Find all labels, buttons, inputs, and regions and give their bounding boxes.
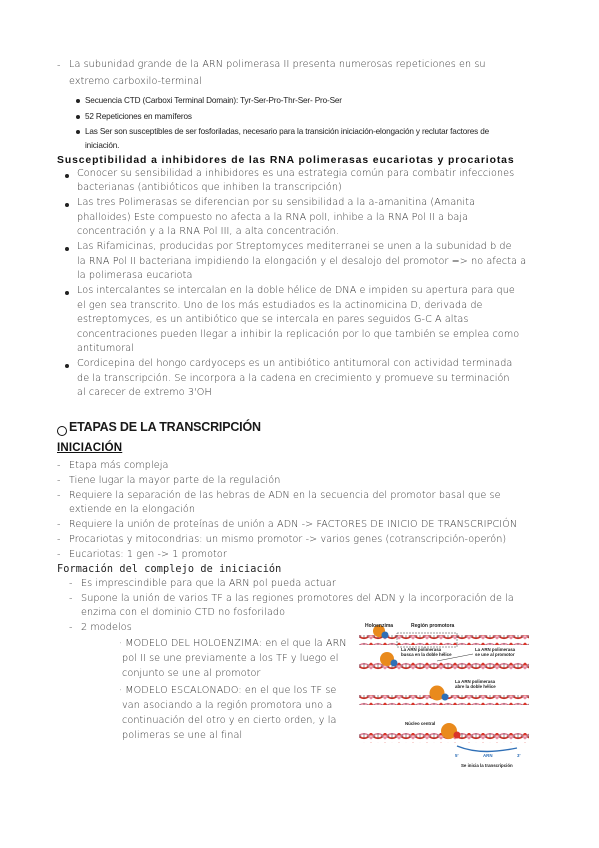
text-line: concentraciones pueden llegar a inhibir la replicación por lo que también se emplea como xyxy=(77,329,520,340)
bullet-dot xyxy=(65,364,69,368)
circle-bullet-icon xyxy=(57,426,67,436)
fig-label: busca en la doble hélice xyxy=(401,652,452,657)
text-line: Conocer su sensibilidad a inhibidores es una estrategia común para combatir infecciones xyxy=(77,168,515,179)
text-line: · MODELO ESCALONADO: en el que los TF se xyxy=(119,685,337,696)
bullet-dot xyxy=(65,247,69,251)
text-line: Las tres Polimerasas se diferencian por su sensibilidad a la a-amanitina (Amanita xyxy=(77,197,476,208)
bullet-dot xyxy=(65,203,69,207)
text-line: Los intercalantes se intercalan en la doble hélice de DNA e impiden su apertura para que xyxy=(77,285,515,296)
fig-label-nucleo-central: Núcleo central xyxy=(405,721,436,726)
dash-bullet: - xyxy=(57,460,61,471)
text-line: phalloides) Este compuesto no afecta a la RNA polI, inhibe a la RNA Pol II a baja xyxy=(77,212,469,223)
text-line: la polimerasa eucariota xyxy=(77,270,193,281)
fig-label-3prime: 3' xyxy=(517,753,521,758)
rna-strand xyxy=(457,746,517,752)
section-heading-susceptibilidad: Susceptibilidad a inhibidores de las RNA polimerasas eucariotas y procariotas xyxy=(57,155,515,166)
dash-bullet: - xyxy=(57,534,61,545)
text-line: Requiere la unión de proteínas de unión a ADN -> FACTORES DE INICIO DE TRANSCRIPCIÓN xyxy=(69,519,518,530)
intro-line-2: extremo carboxilo-terminal xyxy=(69,76,203,87)
fig-label: se une al promotor xyxy=(475,652,515,657)
text-line: antitumoral xyxy=(77,343,135,354)
subheading-iniciacion: INICIACIÓN xyxy=(57,442,123,454)
fig-label: La ARN polimerasa xyxy=(475,647,516,652)
text-line: 2 modelos xyxy=(81,622,132,633)
text-line: la RNA Pol II bacteriana impidiendo la elongación y el desalojo del promotor => no afecta a xyxy=(77,256,527,267)
tf-icon xyxy=(454,732,461,739)
fig-label-inicio: Se inicia la transcripción xyxy=(461,763,513,768)
dash-bullet: - xyxy=(69,593,73,604)
repeticiones: 52 Repeticiones en mamíferos xyxy=(85,112,192,121)
bullet-dot xyxy=(65,174,69,178)
text-line: concentración y a la RNA Pol III, a alta concentración. xyxy=(77,226,339,237)
text-line: Requiere la separación de las hebras de ADN en la secuencia del promotor basal que se xyxy=(69,490,501,501)
section-heading-etapas: ETAPAS DE LA TRANSCRIPCIÓN xyxy=(69,420,261,434)
text-line: al carecer de extremo 3'OH xyxy=(77,387,212,398)
text-line: Eucariotas: 1 gen -> 1 promotor xyxy=(69,549,227,560)
dash-bullet: - xyxy=(69,578,73,589)
text-line: Es imprescindible para que la ARN pol pueda actuar xyxy=(81,578,336,589)
ser-fosforilacion: Las Ser son susceptibles de ser fosforiladas, necesario para la transición iniciación-elongación y reclutar factores de xyxy=(85,127,490,136)
bullet-dot xyxy=(65,291,69,295)
text-line: el gen sea transcrito. Uno de los más estudiados es la actinomicina D, derivada de xyxy=(77,300,483,311)
dash-bullet: - xyxy=(57,490,61,501)
bullet-dot xyxy=(76,115,80,119)
fig-label: abre la doble hélice xyxy=(455,684,496,689)
text-line: van asociando a la región promotora uno a xyxy=(122,700,333,711)
sigma-factor-icon xyxy=(382,632,389,639)
text-line: bacterianas (antibióticos que inhiben la transcripción) xyxy=(77,182,342,193)
intro-line-1: La subunidad grande de la ARN polimerasa II presenta numerosas repeticiones en su xyxy=(69,59,486,70)
text-line: conjunto se une al promotor xyxy=(122,668,261,679)
text-line: de la transcripción. Se incorpora a la cadena en crecimiento y promueve su terminación xyxy=(77,373,510,384)
text-line: pol II se une previamente a los TF y luego el xyxy=(122,653,339,664)
ctd-sequence: Secuencia CTD (Carboxi Terminal Domain): Tyr-Ser-Pro-Thr-Ser- Pro-Ser xyxy=(85,96,342,105)
text-line: extiende en la elongación xyxy=(69,504,196,515)
dash-bullet: - xyxy=(69,622,73,633)
text-line: estreptomyces, es un antibiótico que se intercala en pares seguidos G-C A altas xyxy=(77,314,469,325)
sigma-factor-icon xyxy=(442,694,449,701)
text-line: Las Rifamicinas, producidas por Streptomyces mediterranei se unen a la subunidad b de xyxy=(77,241,512,252)
text-line: · MODELO DEL HOLOENZIMA: en el que la ARN xyxy=(119,638,347,649)
dash-bullet: - xyxy=(57,60,61,71)
bullet-dot xyxy=(76,99,80,103)
text-line: enzima con el dominio CTD no fosforilado xyxy=(81,607,286,618)
dash-bullet: - xyxy=(57,519,61,530)
text-line: Supone la unión de varios TF a las regiones promotores del ADN y la incorporación de la xyxy=(81,593,514,604)
subheading-formacion: Formación del complejo de iniciación xyxy=(57,564,282,575)
text-line: Procariotas y mitocondrias: un mismo promotor -> varios genes (cotranscripción-operón) xyxy=(69,534,507,545)
bullet-dot xyxy=(76,130,80,134)
text-line: Etapa más compleja xyxy=(69,460,169,471)
dash-bullet: - xyxy=(57,549,61,560)
text-line: continuación del otro y en cierto orden, y la xyxy=(122,715,337,726)
text-line: Cordicepina del hongo cardyoceps es un antibiótico antitumoral con actividad terminada xyxy=(77,358,513,369)
ser-fosforilacion-cont: iniciación. xyxy=(85,141,120,150)
dash-bullet: - xyxy=(57,475,61,486)
text-line: Tiene lugar la mayor parte de la regulación xyxy=(69,475,281,486)
transcription-initiation-figure xyxy=(357,621,535,771)
fig-label-5prime: 5' xyxy=(455,753,459,758)
fig-label: La ARN polimerasa xyxy=(455,679,496,684)
sigma-factor-icon xyxy=(391,660,398,667)
fig-label-arn: ARN xyxy=(483,753,493,758)
fig-label: La ARN polimerasa xyxy=(401,647,442,652)
fig-label-region-promotora: Región promotora xyxy=(411,623,455,629)
fig-label-holoenzima: Holoenzima xyxy=(365,623,394,629)
text-line: polimeras se une al final xyxy=(122,730,243,741)
